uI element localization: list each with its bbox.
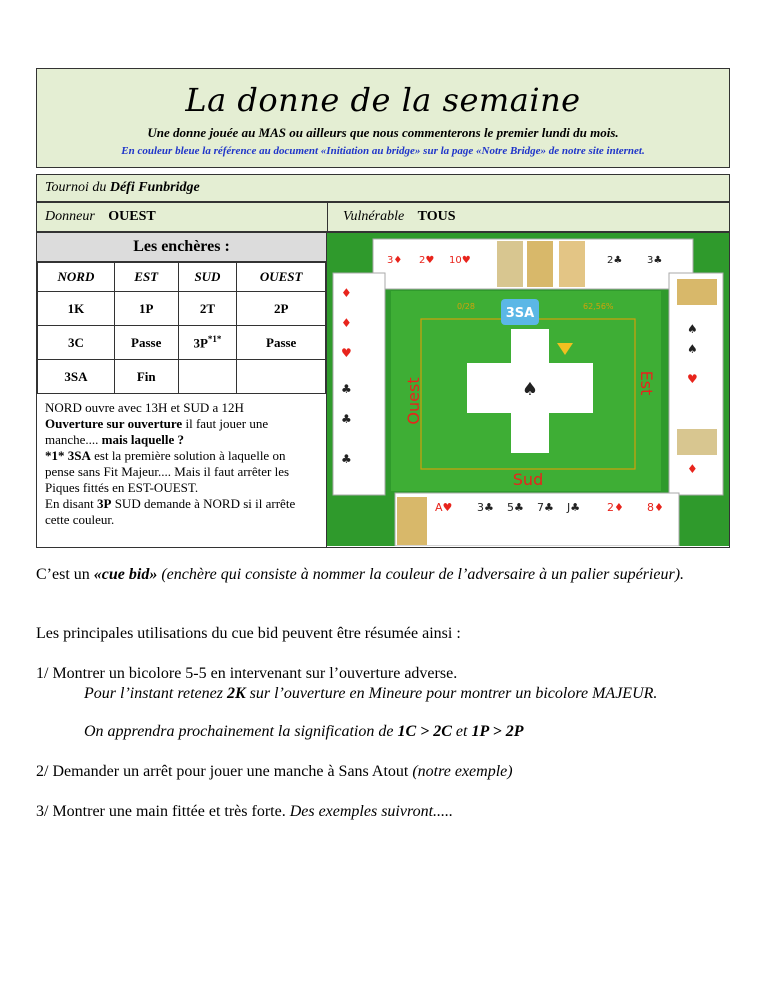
suit-symbol: ♦ [341,286,352,300]
tournament-box [36,174,730,202]
north-score: 0/28 [457,302,475,311]
comment-bold: mais laquelle ? [98,432,185,447]
text: C’est un [36,566,94,583]
dealer-info [45,203,156,231]
suit-symbol: ♦ [687,462,698,476]
comment-text: En disant [45,496,97,511]
paragraph-point-3 [36,802,736,822]
bid-cell: 2T [178,292,237,326]
bid-cell-with-note [178,326,237,360]
bid-value: 3P [193,335,208,351]
text-italic: Pour l’instant retenez [84,685,227,702]
comment-text: SUD demande à NORD si il arrête cette couleur. [45,496,296,527]
suit-symbol: ♣ [341,412,352,426]
text-italic: (enchère qui consiste à nommer la couleur de l’adversaire à un palier supérieur). [157,566,685,583]
comment-line: NORD ouvre avec 13H et SUD a 12H [45,400,244,415]
suit-symbol: ♣ [341,382,352,396]
comment-line [45,448,318,496]
page-title: La donne de la semaine [185,81,581,119]
column-header: NORD [38,263,115,292]
suit-symbol: ♠ [687,342,698,356]
card-rank: 2♥ [419,255,435,266]
text-italic: sur l’ouverture en Mineure pour montrer un bicolore MAJEUR. [245,685,658,702]
bid-cell: Fin [114,360,178,394]
header-box [36,68,730,168]
played-card-east [549,363,593,413]
page-subtitle: Une donne jouée au MAS ou ailleurs que nous commenterons le premier lundi du mois. [147,125,619,140]
vulnerability-value: TOUS [417,209,456,224]
bidding-box [36,232,730,548]
text: 3/ Montrer une main fittée et très forte. [36,803,290,820]
note-marker: *1* [207,333,222,344]
vulnerability-info [343,203,456,231]
tournament-label: Tournoi du [45,180,107,195]
text-bold: 1P > 2P [471,723,524,740]
bid-cell: 3SA [38,360,115,394]
text-bold: «cue bid» [93,566,158,583]
king-card [497,241,523,287]
card-rank: 3♣ [477,501,494,514]
face-card [677,279,717,305]
ns-score: 62,56% [583,302,614,311]
comment-line [45,416,318,448]
comment-bold: Ouverture sur ouverture [45,416,183,431]
bridge-table [327,233,729,546]
bidding-row [38,292,326,326]
card-rank: J♣ [567,501,581,514]
card-rank: 3♣ [647,255,663,266]
seat-west: Ouest [404,377,423,425]
paragraph-uses: Les principales utilisations du cue bid peuvent être résumée ainsi : [36,625,461,642]
seat-south: Sud [512,470,544,489]
comment-text: il faut jouer une manche.... [45,416,269,447]
suit-symbol: ♥ [687,372,698,386]
east-hand [669,273,723,495]
face-card [677,429,717,455]
bidding-row [38,360,326,394]
bidding-header-row [38,263,326,292]
dealer-value: OUEST [108,209,156,224]
tournament-value: Défi Funbridge [109,180,200,195]
bid-cell: Passe [237,326,326,360]
column-header: SUD [178,263,237,292]
dealer-label: Donneur [45,209,95,224]
west-hand [333,273,385,495]
bidding-title: Les enchères : [37,233,326,262]
paragraph-point-1: 1/ Montrer un bicolore 5-5 en intervenant sur l’ouverture adverse. [36,665,458,682]
card-rank: 8♦ [647,501,664,514]
north-hand [373,239,693,289]
seat-east: Est [637,370,656,396]
card-rank: 3♦ [387,255,403,266]
text-bold: 1C > 2C [397,723,452,740]
queen-card [527,241,553,287]
spade-icon: ♠ [521,379,539,400]
bid-cell: 1K [38,292,115,326]
bid-cell [237,360,326,394]
suit-symbol: ♥ [341,346,352,360]
comment-line [45,496,318,528]
deal-info-box [36,202,730,232]
card-rank: 10♥ [449,255,471,266]
text: 2/ Demander un arrêt pour jouer une manche à Sans Atout [36,763,413,780]
bid-cell: 3C [38,326,115,360]
card-rank: A♥ [435,501,453,514]
comment-bold: 3SA [64,448,91,463]
bidding-table [37,262,326,394]
played-card-west [467,363,511,413]
card-rank: 7♣ [537,501,554,514]
text-italic: (notre exemple) [412,763,513,780]
text-bold: 2K [226,685,246,702]
suit-symbol: ♣ [341,452,352,466]
paragraph-point-2 [36,762,736,782]
card-rank: 2♦ [607,501,624,514]
card-rank: 5♣ [507,501,524,514]
bidding-row [38,326,326,360]
bid-cell [178,360,237,394]
divider [327,203,328,231]
suit-symbol: ♠ [687,322,698,336]
contract-label: 3SA [505,306,535,321]
bid-cell: 1P [114,292,178,326]
bidding-comment [37,394,326,534]
bid-cell: 2P [237,292,326,326]
note-marker: *1* [45,448,65,463]
bidding-panel [37,233,327,547]
south-hand [395,493,679,546]
game-screenshot [327,233,729,547]
jack-card [559,241,585,287]
text-italic: Des exemples suivront..... [289,803,454,820]
bid-cell: Passe [114,326,178,360]
text-italic: On apprendra prochainement la signification de [84,723,398,740]
comment-text: est la première solution à laquelle on pense sans Fit Majeur.... Mais il faut arrêter les Piques fittés en EST-OUEST. [45,448,290,495]
queen-card [397,497,427,545]
paragraph-point-1-future [84,722,768,742]
paragraph-point-1-detail [84,684,768,704]
comment-bold: 3P [97,496,112,511]
paragraph-cue-bid [36,565,736,585]
vulnerability-label: Vulnérable [343,209,405,224]
column-header: OUEST [237,263,326,292]
card-rank: 2♣ [607,255,623,266]
reference-note: En couleur bleue la référence au document «Initiation au bridge» sur la page «Notre Bridge» de notre site internet. [121,145,645,157]
column-header: EST [114,263,178,292]
suit-symbol: ♦ [341,316,352,330]
text-italic: et [451,723,472,740]
